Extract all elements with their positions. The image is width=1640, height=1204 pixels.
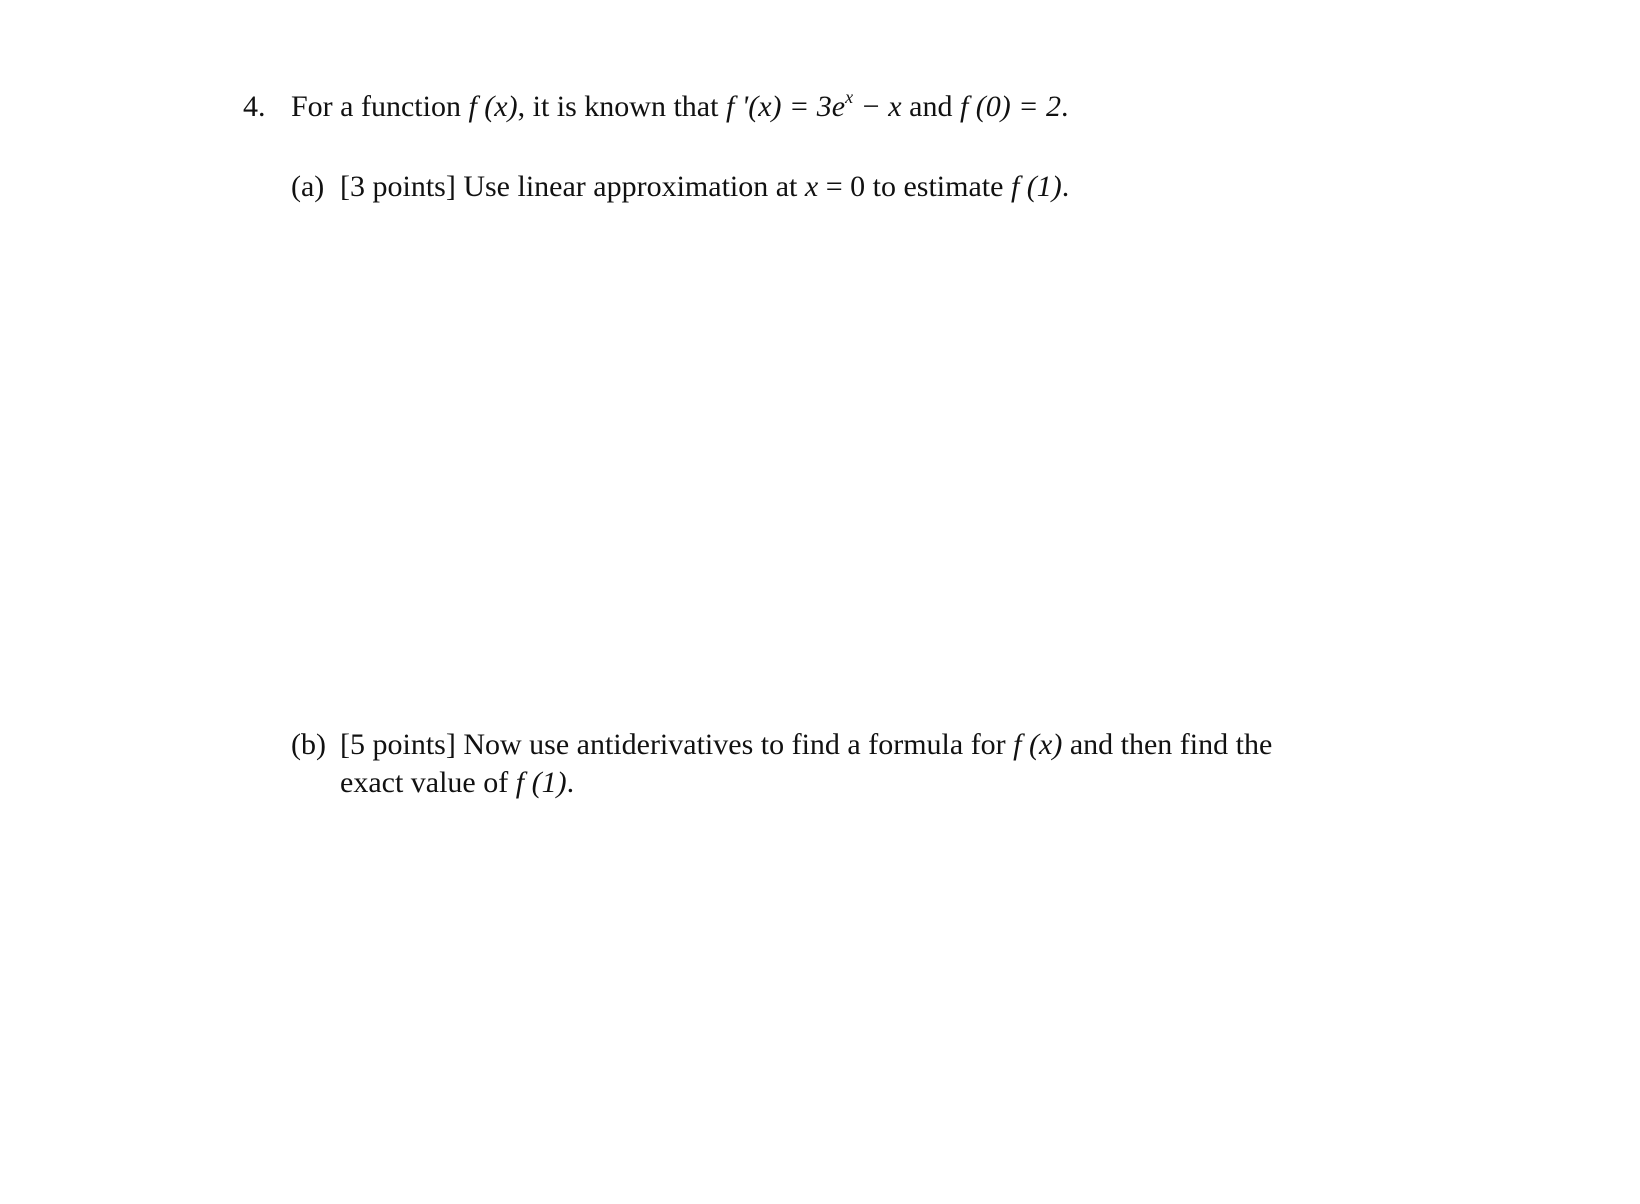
stem-math-derivative: f '$(x) = 3e^x - x$ bbox=[725, 87, 902, 123]
part-b-text-4: . bbox=[566, 766, 575, 799]
part-a-text bbox=[340, 168, 1069, 206]
part-a-label: (a) bbox=[291, 170, 325, 203]
part-a-text-1: [3 points] Use linear approximation at bbox=[340, 170, 805, 203]
stem-text-2: , it is known that bbox=[517, 90, 726, 123]
part-b-math-f-of-x: f (x) bbox=[1013, 728, 1063, 761]
part-a-text-3: . bbox=[1061, 170, 1070, 203]
part-a-text-2: = 0 to estimate bbox=[818, 170, 1011, 203]
part-b-text-line-2 bbox=[340, 764, 574, 802]
stem-text-4: . bbox=[1061, 90, 1069, 123]
stem-math-exponent: x bbox=[845, 87, 854, 107]
part-b-text-line-1 bbox=[340, 726, 1272, 764]
part-a-math-x: x bbox=[804, 170, 819, 203]
part-b-math-f-of-1: f (1) bbox=[515, 766, 567, 799]
part-b-text-1: [5 points] Now use antiderivatives to find a formula for bbox=[340, 728, 1014, 761]
part-b-label: (b) bbox=[291, 728, 326, 761]
problem-number: 4. bbox=[243, 90, 266, 123]
stem-math-initial-condition: f (0) = 2 bbox=[959, 90, 1062, 123]
stem-math-f-of-x: f (x) bbox=[468, 90, 518, 123]
problem-stem bbox=[291, 88, 1069, 126]
part-b-text-2: and then find the bbox=[1062, 728, 1273, 761]
stem-text-1: For a function bbox=[291, 90, 469, 123]
part-b-text-3: exact value of bbox=[340, 766, 516, 799]
stem-text-3: and bbox=[901, 90, 960, 123]
part-a-math-f-of-1: f (1) bbox=[1010, 170, 1062, 203]
